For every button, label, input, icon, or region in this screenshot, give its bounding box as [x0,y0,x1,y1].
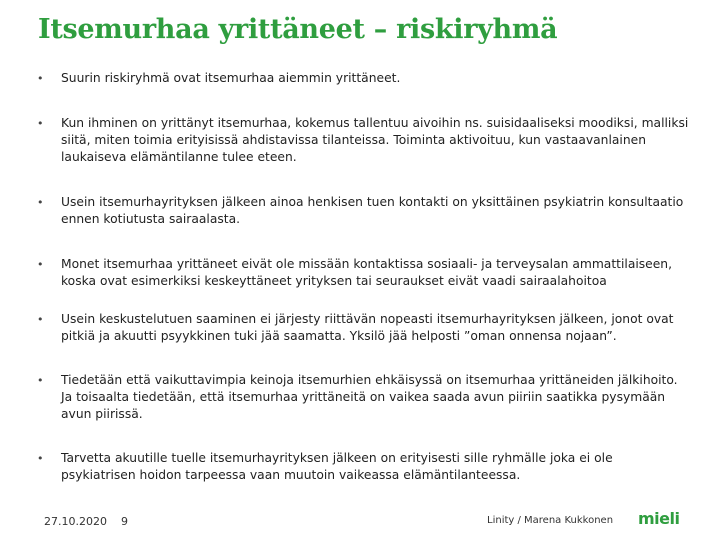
bullet-text: Suurin riskiryhmä ovat itsemurhaa aiemmin yrittäneet. [61,71,401,85]
bullet-marker: • [37,196,44,209]
bullet-marker: • [37,313,44,326]
bullet-text: Usein keskustelutuen saaminen ei järjesty riittävän nopeasti itsemurhayrityksen jälkeen, jonot ovat pitkiä ja akuutti psyykkinen tuki jää saamatta. Yksilö jää helposti ”oman onnensa nojaan”. [61,312,674,343]
mieli-logo: mieli [638,509,680,528]
bullet-text: Tarvetta akuutille tuelle itsemurhayrityksen jälkeen on erityisesti sille ryhmälle joka ei ole psykiatrisen hoidon tarpeessa vaan muutoin vaikeassa elämäntilanteessa. [61,451,613,482]
slide-title: Itsemurhaa yrittäneet – riskiryhmä [38,14,558,45]
page-number: 9 [121,515,128,528]
bullet-text: Kun ihminen on yrittänyt itsemurhaa, kokemus tallentuu aivoihin ns. suisidaaliseksi moodiksi, malliksi siitä, miten toimia erityisissä ahdistavissa tilanteissa. Toiminta aktivoituu, kun vastaavanlainen laukaiseva elämäntilanne tulee eteen. [61,116,689,164]
bullet-marker: • [37,72,44,85]
bullet-marker: • [37,452,44,465]
bullet-marker: • [37,258,44,271]
footer-author: Linity / Marena Kukkonen [487,515,614,526]
bullet-marker: • [37,117,44,130]
bullet-text: Tiedetään että vaikuttavimpia keinoja itsemurhien ehkäisyssä on itsemurhaa yrittäneiden jälkihoito. Ja toisaalta tiedetään, että itsemurhaa yrittäneitä on vaikea saada avun piiriin saatikka pysymään avun piirissä. [61,373,678,421]
bullet-text: Usein itsemurhayrityksen jälkeen ainoa henkisen tuen kontakti on yksittäinen psykiatrin konsultaatio ennen kotiutusta sairaalasta. [61,195,684,226]
footer-date: 27.10.2020 [44,515,107,528]
bullet-text: Monet itsemurhaa yrittäneet eivät ole missään kontaktissa sosiaali- ja terveysalan ammattilaiseen, koska ovat esimerkiksi keskeyttäneet yrityksen tai seuraukset eivät vaadi sairaalahoitoa [61,257,673,288]
bullet-marker: • [37,374,44,387]
